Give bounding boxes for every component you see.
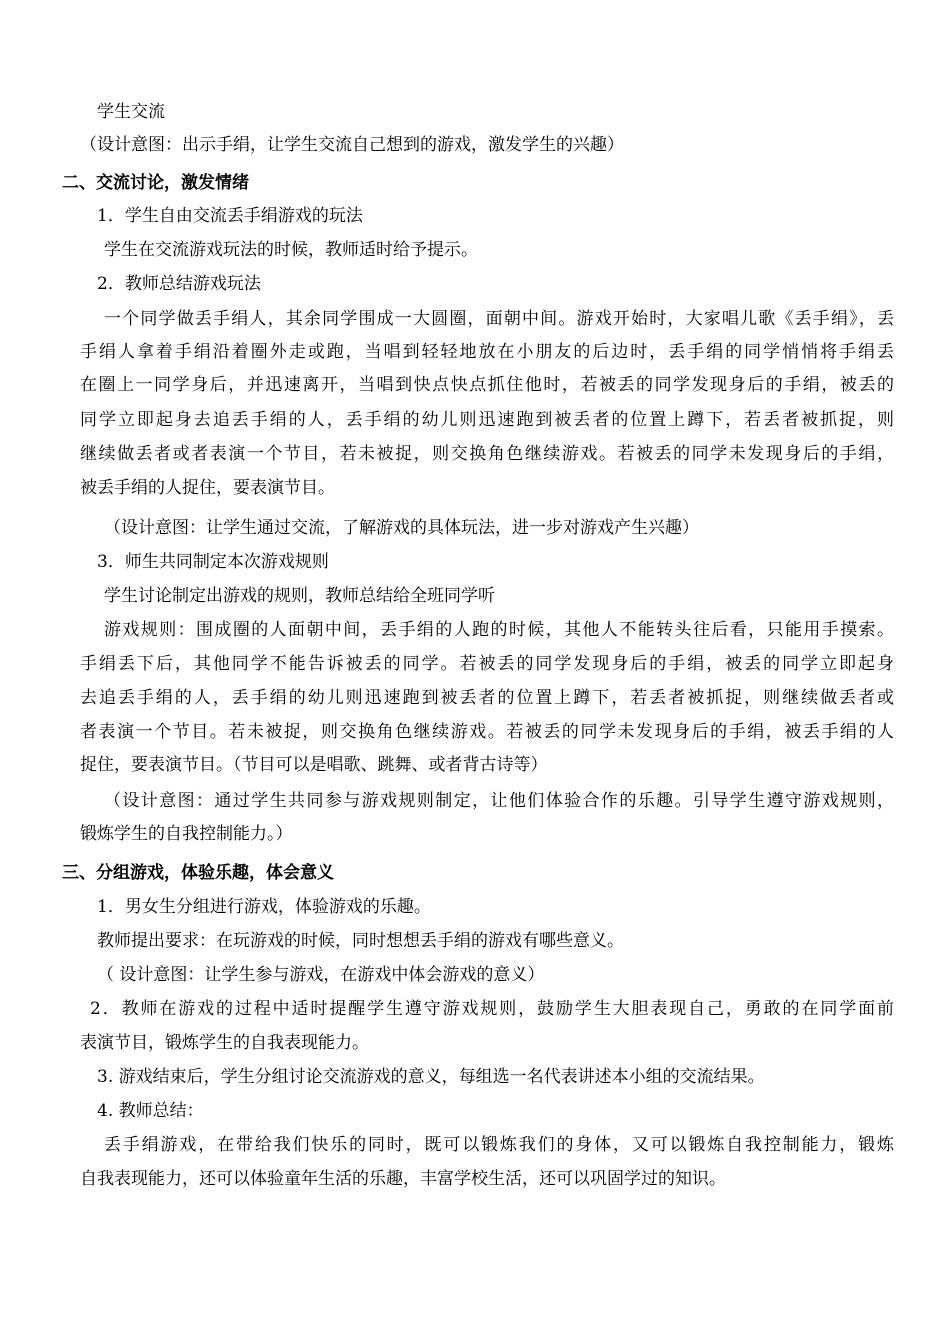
design-intent-note: （设计意图：让学生通过交流，了解游戏的具体玩法，进一步对游戏产生兴趣）	[104, 518, 699, 538]
step-heading: 2．教师总结游戏玩法	[97, 274, 261, 294]
design-intent-note: 锻炼学生的自我控制能力。）	[80, 824, 293, 844]
paragraph-line: 在圈上一同学身后，并迅速离开，当唱到快点快点抓住他时，若被丢的同学发现身后的手绢，被丢的	[80, 375, 894, 395]
paragraph-line: 手绢丢下后，其他同学不能告诉被丢的同学。若被丢的同学发现身后的手绢，被丢的同学立即起身	[80, 654, 894, 674]
text-line: 学生在交流游戏玩法的时候，教师适时给予提示。	[104, 240, 478, 260]
paragraph-line: 同学立即起身去追丢手绢的人，丢手绢的幼儿则迅速跑到被丢者的位置上蹲下，若丢者被抓捉，则	[80, 410, 894, 430]
step-heading: 4. 教师总结：	[97, 1101, 204, 1121]
paragraph-line: 手绢人拿着手绢沿着圈外走或跑，当唱到轻轻地放在小朋友的后边时，丢手绢的同学悄悄将手绢丢	[80, 342, 894, 362]
text-line: 学生讨论制定出游戏的规则，教师总结给全班同学听	[104, 586, 495, 606]
text-line: 教师提出要求：在玩游戏的时候，同时想想丢手绢的游戏有哪些意义。	[97, 931, 624, 951]
step-heading: 1．学生自由交流丢手绢游戏的玩法	[97, 206, 363, 226]
paragraph-line: 一个同学做丢手绢人，其余同学围成一大圆圈，面朝中间。游戏开始时，大家唱儿歌《丢手绢》，丢	[104, 309, 894, 329]
step-heading: 3．师生共同制定本次游戏规则	[97, 552, 329, 572]
design-intent-note: （设计意图：通过学生共同参与游戏规则制定，让他们体验合作的乐趣。引导学生遵守游戏规则，	[104, 791, 894, 811]
paragraph-line: 继续做丢者或者表演一个节目，若未被捉，则交换角色继续游戏。若被丢的同学未发现身后的手绢，	[80, 444, 894, 464]
paragraph-line: 表演节目，锻炼学生的自我表现能力。	[80, 1033, 369, 1053]
step-heading: 1．男女生分组进行游戏，体验游戏的乐趣。	[97, 897, 431, 917]
design-intent-note: （ 设计意图：让学生参与游戏，在游戏中体会游戏的意义）	[97, 965, 545, 985]
paragraph-line: 丢手绢游戏，在带给我们快乐的同时，既可以锻炼我们的身体，又可以锻炼自我控制能力，锻炼	[104, 1135, 894, 1155]
paragraph-line: 者表演一个节目。若未被捉，则交换角色继续游戏。若被丢的同学未发现身后的手绢，被丢手绢的人	[80, 722, 894, 742]
paragraph-line: 自我表现能力，还可以体验童年生活的乐趣，丰富学校生活，还可以巩固学过的知识。	[80, 1169, 726, 1189]
text-line: 学生交流	[97, 102, 165, 122]
paragraph-line: 去追丢手绢的人，丢手绢的幼儿则迅速跑到被丢者的位置上蹲下，若丢者被抓捉，则继续做丢者或	[80, 688, 894, 708]
section-heading: 二、交流讨论，激发情绪	[62, 173, 249, 193]
paragraph-line: 游戏规则：围成圈的人面朝中间，丢手绢的人跑的时候，其他人不能转头往后看，只能用手摸索。	[104, 620, 894, 640]
step-heading: 3. 游戏结束后，学生分组讨论交流游戏的意义，每组选一名代表讲述本小组的交流结果。	[97, 1067, 765, 1087]
step-heading: 2．教师在游戏的过程中适时提醒学生遵守游戏规则，鼓励学生大胆表现自己，勇敢的在同学面前	[90, 999, 894, 1019]
paragraph-line: 捉住，要表演节目。（节目可以是唱歌、跳舞、或者背古诗等）	[80, 755, 548, 775]
paragraph-line: 被丢手绢的人捉住，要表演节目。	[80, 478, 335, 498]
section-heading: 三、分组游戏，体验乐趣，体会意义	[62, 863, 334, 883]
design-intent-note: （设计意图：出示手绢，让学生交流自己想到的游戏，激发学生的兴趣）	[80, 135, 624, 155]
